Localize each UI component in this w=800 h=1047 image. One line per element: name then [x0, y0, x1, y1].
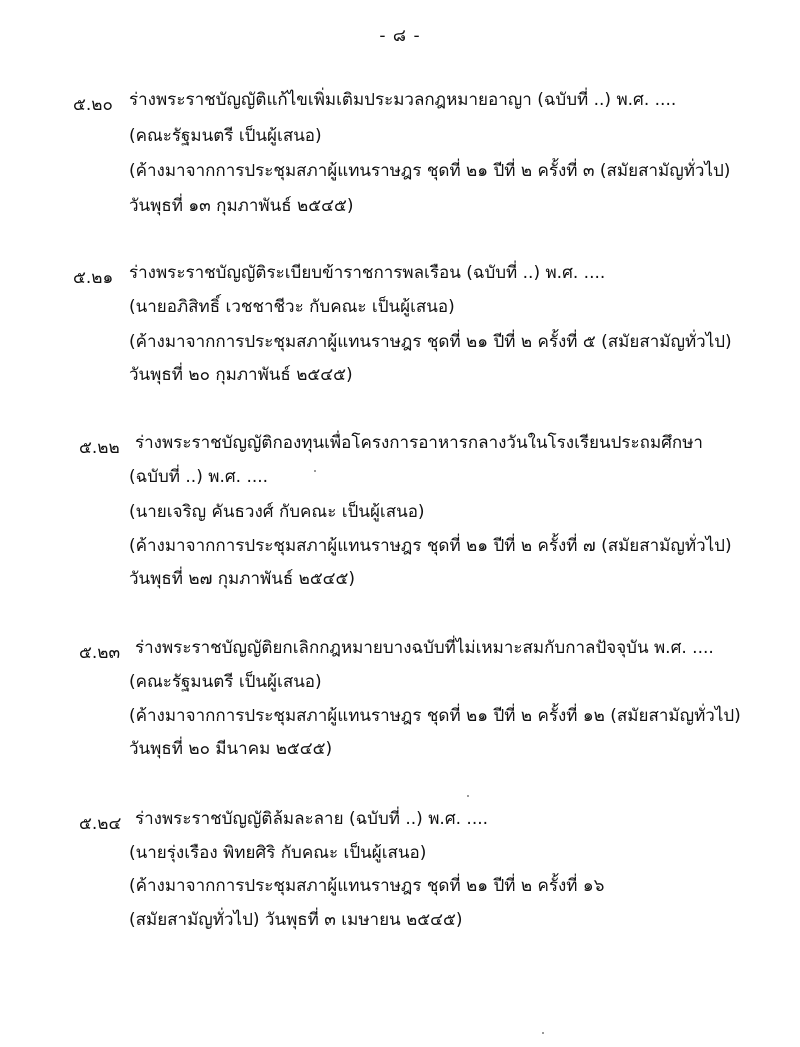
bill-pending-note: (ค้างมาจากการประชุมสภาผู้แทนราษฎร ชุดที่ ๒๑ ปีที่ ๒ ครั้งที่ ๓ (สมัยสามัญทั่วไป)	[129, 161, 731, 181]
bill-title: ร่างพระราชบัญญัติกองทุนเพื่อโครงการอาหารกลางวันในโรงเรียนประถมศึกษา	[135, 433, 703, 453]
item-number: ๕.๒๐	[73, 95, 113, 115]
bill-pending-note: (ค้างมาจากการประชุมสภาผู้แทนราษฎร ชุดที่ ๒๑ ปีที่ ๒ ครั้งที่ ๑๒ (สมัยสามัญทั่วไป)	[129, 706, 741, 726]
bill-title: ร่างพระราชบัญญัติล้มละลาย (ฉบับที่ ..) พ.ศ. ....	[135, 809, 489, 829]
bill-pending-note: (ค้างมาจากการประชุมสภาผู้แทนราษฎร ชุดที่ ๒๑ ปีที่ ๒ ครั้งที่ ๑๖	[129, 876, 605, 896]
scan-speck	[467, 795, 469, 797]
bill-pending-note: (ค้างมาจากการประชุมสภาผู้แทนราษฎร ชุดที่ ๒๑ ปีที่ ๒ ครั้งที่ ๕ (สมัยสามัญทั่วไป)	[129, 332, 732, 352]
bill-proposer: (คณะรัฐมนตรี เป็นผู้เสนอ)	[129, 126, 322, 146]
bill-title: ร่างพระราชบัญญัติยกเลิกกฎหมายบางฉบับที่ไม่เหมาะสมกับกาลปัจจุบัน พ.ศ. ....	[135, 638, 714, 658]
bill-proposer: (คณะรัฐมนตรี เป็นผู้เสนอ)	[129, 672, 322, 692]
bill-proposer: (นายเจริญ คันธวงศ์ กับคณะ เป็นผู้เสนอ)	[129, 502, 425, 522]
bill-proposer: (นายรุ่งเรือง พิทยศิริ กับคณะ เป็นผู้เสนอ)	[129, 843, 427, 863]
bill-date: (สมัยสามัญทั่วไป) วันพุธที่ ๓ เมษายน ๒๕๔๕)	[129, 910, 463, 930]
bill-title-continued: (ฉบับที่ ..) พ.ศ. ....	[129, 467, 269, 487]
page-number: - ๘ -	[379, 26, 421, 46]
bill-date: วันพุธที่ ๑๓ กุมภาพันธ์ ๒๕๔๕)	[129, 196, 354, 216]
item-number: ๕.๒๓	[79, 643, 121, 663]
bill-title: ร่างพระราชบัญญัติแก้ไขเพิ่มเติมประมวลกฎหมายอาญา (ฉบับที่ ..) พ.ศ. ....	[129, 90, 677, 110]
item-number: ๕.๒๔	[79, 814, 122, 834]
item-number: ๕.๒๒	[79, 438, 120, 458]
bill-proposer: (นายอภิสิทธิ์ เวชชาชีวะ กับคณะ เป็นผู้เสนอ)	[129, 297, 455, 317]
bill-date: วันพุธที่ ๒๐ มีนาคม ๒๕๔๕)	[129, 739, 333, 759]
bill-date: วันพุธที่ ๒๗ กุมภาพันธ์ ๒๕๔๕)	[129, 569, 356, 589]
scan-speck	[542, 1032, 544, 1034]
bill-title: ร่างพระราชบัญญัติระเบียบข้าราชการพลเรือน (ฉบับที่ ..) พ.ศ. ....	[129, 263, 606, 283]
bill-pending-note: (ค้างมาจากการประชุมสภาผู้แทนราษฎร ชุดที่ ๒๑ ปีที่ ๒ ครั้งที่ ๗ (สมัยสามัญทั่วไป)	[129, 536, 732, 556]
scan-speck	[314, 470, 316, 472]
bill-date: วันพุธที่ ๒๐ กุมภาพันธ์ ๒๕๔๕)	[129, 365, 353, 385]
item-number: ๕.๒๑	[73, 268, 114, 288]
